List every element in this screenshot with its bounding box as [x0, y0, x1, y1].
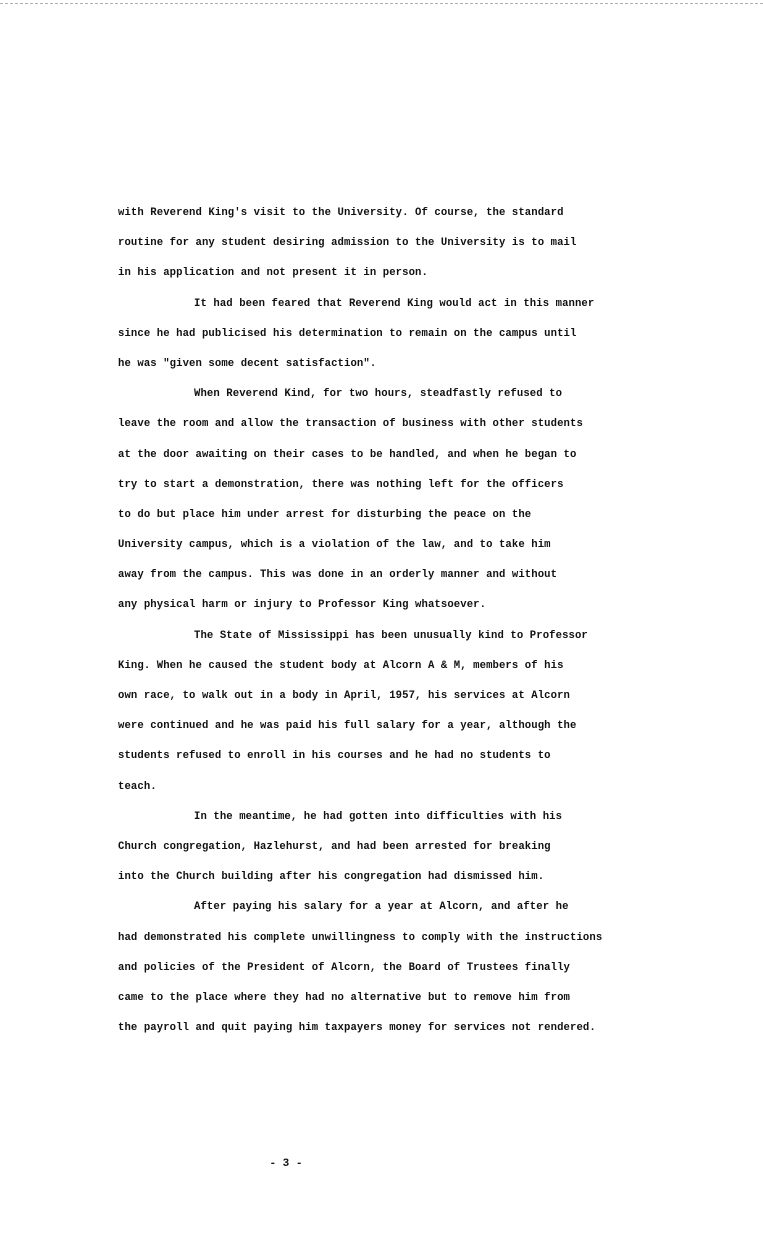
text-line: routine for any student desiring admission to the University is to mail	[118, 237, 577, 250]
text-line: King. When he caused the student body at Alcorn A & M, members of his	[118, 659, 564, 672]
text-line: had demonstrated his complete unwillingness to comply with the instructions	[118, 931, 603, 944]
text-line: into the Church building after his congregation had dismissed him.	[118, 871, 545, 884]
text-line: to do but place him under arrest for disturbing the peace on the	[118, 508, 532, 521]
paragraph-first-line: When Reverend Kind, for two hours, steadfastly refused to	[194, 388, 563, 401]
text-line: University campus, which is a violation of the law, and to take him	[118, 539, 551, 552]
text-line: and policies of the President of Alcorn, the Board of Trustees finally	[118, 961, 571, 974]
paragraph-first-line: After paying his salary for a year at Alcorn, and after he	[194, 901, 569, 914]
page-number: - 3 -	[269, 1158, 303, 1170]
text-line: the payroll and quit paying him taxpayers money for services not rendered.	[118, 1022, 596, 1035]
text-line: with Reverend King's visit to the University. Of course, the standard	[118, 207, 564, 219]
paragraph-first-line: The State of Mississippi has been unusually kind to Professor	[194, 629, 588, 642]
text-line: he was "given some decent satisfaction".	[118, 357, 377, 370]
text-line: Church congregation, Hazlehurst, and had been arrested for breaking	[118, 840, 551, 853]
page-top-edge	[0, 3, 763, 4]
text-line: own race, to walk out in a body in April, 1957, his services at Alcorn	[118, 690, 571, 702]
document-body	[118, 198, 683, 1043]
text-line: in his application and not present it in person.	[118, 267, 428, 280]
text-line: students refused to enroll in his courses and he had no students to	[118, 750, 551, 763]
text-line: came to the place where they had no alternative but to remove him from	[118, 991, 571, 1004]
text-line: away from the campus. This was done in an orderly manner and without	[118, 569, 558, 582]
text-line: at the door awaiting on their cases to be handled, and when he began to	[118, 448, 577, 461]
paragraph-first-line: It had been feared that Reverend King would act in this manner	[194, 297, 595, 310]
text-line: since he had publicised his determination to remain on the campus until	[118, 327, 577, 340]
text-line: try to start a demonstration, there was nothing left for the officers	[118, 478, 564, 491]
text-line: were continued and he was paid his full salary for a year, although the	[118, 720, 577, 733]
text-line: any physical harm or injury to Professor King whatsoever.	[118, 599, 487, 612]
text-line: teach.	[118, 780, 157, 793]
text-line: leave the room and allow the transaction of business with other students	[118, 418, 583, 431]
paragraph-first-line: In the meantime, he had gotten into difficulties with his	[194, 810, 563, 823]
